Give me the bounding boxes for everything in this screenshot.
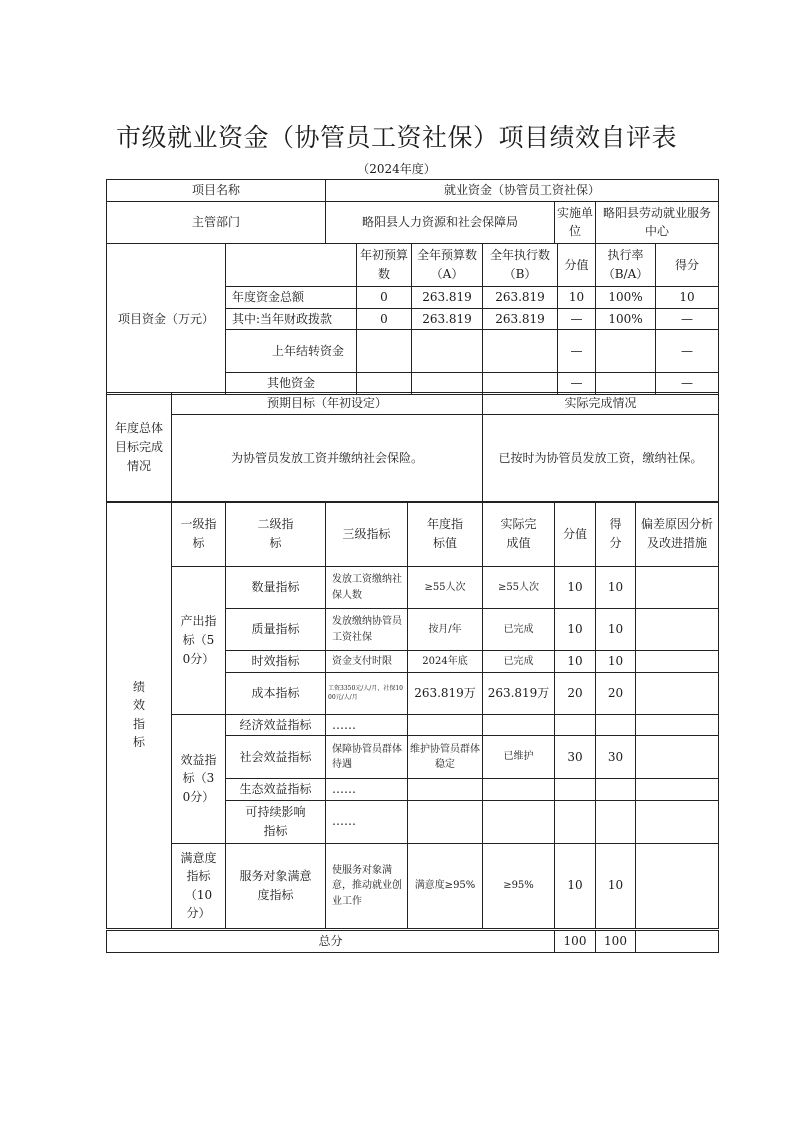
perf-header-level3: 三级指标 bbox=[326, 502, 408, 567]
perf-level3: …… bbox=[326, 779, 408, 801]
perf-header-row bbox=[107, 502, 719, 567]
perf-score-value: 10 bbox=[555, 651, 596, 673]
perf-reason bbox=[636, 843, 719, 928]
perf-target: 263.819万 bbox=[408, 672, 483, 714]
perf-level2: 数量指标 bbox=[226, 567, 326, 609]
funds-header-rate: 执行率（B/A） bbox=[596, 244, 656, 287]
perf-actual: 已完成 bbox=[483, 609, 555, 651]
perf-score-value: 20 bbox=[555, 672, 596, 714]
perf-target: 满意度≥95% bbox=[408, 843, 483, 928]
evaluation-table bbox=[106, 179, 719, 244]
perf-score: 10 bbox=[596, 609, 636, 651]
perf-level3: 发放缴纳协管员工资社保 bbox=[326, 609, 408, 651]
perf-reason bbox=[636, 651, 719, 673]
perf-reason bbox=[636, 779, 719, 801]
perf-score: 20 bbox=[596, 672, 636, 714]
perf-level3: 使服务对象满意，推动就业创业工作 bbox=[326, 843, 408, 928]
perf-actual: 263.819万 bbox=[483, 672, 555, 714]
perf-level3: 保障协管员群体待遇 bbox=[326, 736, 408, 779]
funds-header-executed: 全年执行数（B） bbox=[483, 244, 558, 287]
funds-row-rate: 100% bbox=[596, 308, 656, 330]
perf-output-label: 产出指标（50分） bbox=[172, 567, 226, 715]
perf-reason bbox=[636, 800, 719, 843]
funds-row-executed bbox=[483, 330, 558, 373]
perf-actual bbox=[483, 800, 555, 843]
perf-score: 10 bbox=[596, 651, 636, 673]
impl-value: 略阳县劳动就业服务中心 bbox=[596, 201, 719, 243]
funds-row-name: 上年结转资金 bbox=[226, 330, 357, 373]
funds-row-name: 年度资金总额 bbox=[226, 287, 357, 309]
perf-score bbox=[596, 714, 636, 736]
total-label: 总分 bbox=[107, 931, 555, 953]
perf-level3: …… bbox=[326, 714, 408, 736]
perf-level2: 成本指标 bbox=[226, 672, 326, 714]
perf-target bbox=[408, 714, 483, 736]
perf-header-actual: 实际完成值 bbox=[483, 502, 555, 567]
dept-value: 略阳县人力资源和社会保障局 bbox=[326, 201, 555, 243]
document-title: 市级就业资金（协管员工资社保）项目绩效自评表 bbox=[115, 123, 677, 152]
goals-header-row bbox=[107, 393, 719, 415]
funds-row-rate: 100% bbox=[596, 287, 656, 309]
total-row bbox=[107, 931, 719, 953]
funds-row-executed: 263.819 bbox=[483, 308, 558, 330]
perf-actual: ≥95% bbox=[483, 843, 555, 928]
funds-row-name: 其他资金 bbox=[226, 373, 357, 395]
perf-level2: 时效指标 bbox=[226, 651, 326, 673]
perf-actual: 已维护 bbox=[483, 736, 555, 779]
perf-target: 2024年底 bbox=[408, 651, 483, 673]
funds-header-score: 得分 bbox=[656, 244, 719, 287]
document-year: （2024年度） bbox=[357, 162, 436, 176]
perf-target: ≥55人次 bbox=[408, 567, 483, 609]
funds-row-rate bbox=[596, 330, 656, 373]
funds-header-blank bbox=[226, 244, 357, 287]
funds-row-budget: 263.819 bbox=[412, 308, 483, 330]
perf-level2: 可持续影响指标 bbox=[226, 800, 326, 843]
total-score-value: 100 bbox=[555, 931, 596, 953]
perf-header-reason: 偏差原因分析及改进措施 bbox=[636, 502, 719, 567]
project-name-label: 项目名称 bbox=[107, 180, 326, 202]
performance-table bbox=[106, 501, 719, 929]
perf-target: 按月/年 bbox=[408, 609, 483, 651]
funds-header-row bbox=[107, 244, 719, 287]
goals-table bbox=[106, 392, 719, 503]
funds-row-name: 其中:当年财政拨款 bbox=[226, 308, 357, 330]
perf-benefit-label: 效益指标（30分） bbox=[172, 714, 226, 843]
dept-label: 主管部门 bbox=[107, 201, 326, 243]
perf-reason bbox=[636, 609, 719, 651]
perf-level3: …… bbox=[326, 800, 408, 843]
funds-row-score: — bbox=[656, 330, 719, 373]
perf-reason bbox=[636, 714, 719, 736]
funds-row-score-value: — bbox=[558, 308, 596, 330]
funds-row-initial: 0 bbox=[357, 308, 412, 330]
perf-reason bbox=[636, 567, 719, 609]
perf-header-score-value: 分值 bbox=[555, 502, 596, 567]
funds-row-score-value: 10 bbox=[558, 287, 596, 309]
perf-level2: 质量指标 bbox=[226, 609, 326, 651]
goals-expected-header: 预期目标（年初设定） bbox=[172, 393, 483, 415]
perf-row bbox=[107, 714, 719, 736]
perf-header-level1: 一级指标 bbox=[172, 502, 226, 567]
perf-score-value: 10 bbox=[555, 609, 596, 651]
perf-target bbox=[408, 779, 483, 801]
perf-score: 10 bbox=[596, 567, 636, 609]
perf-actual: 已完成 bbox=[483, 651, 555, 673]
funds-header-initial: 年初预算数 bbox=[357, 244, 412, 287]
total-reason bbox=[636, 931, 719, 953]
perf-row bbox=[107, 843, 719, 928]
goals-expected: 为协管员发放工资并缴纳社会保险。 bbox=[172, 414, 483, 502]
perf-score-value: 30 bbox=[555, 736, 596, 779]
funds-table bbox=[106, 243, 719, 395]
project-name-row bbox=[107, 180, 719, 202]
perf-reason bbox=[636, 736, 719, 779]
perf-score-value bbox=[555, 800, 596, 843]
perf-header-score: 得分 bbox=[596, 502, 636, 567]
perf-target bbox=[408, 800, 483, 843]
funds-label-text: 项目资金（万元） bbox=[117, 311, 214, 326]
perf-score-value: 10 bbox=[555, 567, 596, 609]
perf-score bbox=[596, 779, 636, 801]
funds-row-score: — bbox=[656, 308, 719, 330]
funds-row-budget bbox=[412, 330, 483, 373]
perf-level3: 资金支付时限 bbox=[326, 651, 408, 673]
perf-header-level2: 二级指标 bbox=[226, 502, 326, 567]
dept-row bbox=[107, 201, 719, 243]
funds-row-score-value: — bbox=[558, 373, 596, 395]
perf-level2: 服务对象满意度指标 bbox=[226, 843, 326, 928]
perf-actual: ≥55人次 bbox=[483, 567, 555, 609]
total-score: 100 bbox=[596, 931, 636, 953]
perf-score-value bbox=[555, 779, 596, 801]
perf-level3: 发放工资缴纳社保人数 bbox=[326, 567, 408, 609]
perf-level2: 社会效益指标 bbox=[226, 736, 326, 779]
project-name-value: 就业资金（协管员工资社保） bbox=[326, 180, 719, 202]
perf-row bbox=[107, 567, 719, 609]
funds-row-score-value: — bbox=[558, 330, 596, 373]
perf-score-value bbox=[555, 714, 596, 736]
goals-content-row bbox=[107, 414, 719, 502]
perf-score bbox=[596, 800, 636, 843]
impl-label: 实施单位 bbox=[555, 201, 596, 243]
funds-row-initial bbox=[357, 330, 412, 373]
perf-header-target: 年度指标值 bbox=[408, 502, 483, 567]
perf-satisfaction-label: 满意度指标（10分） bbox=[172, 843, 226, 928]
perf-label: 绩效指标 bbox=[107, 502, 172, 929]
perf-target: 维护协管员群体稳定 bbox=[408, 736, 483, 779]
perf-level3: 工资3350元/人/月，社保1000元/人/月 bbox=[326, 672, 408, 714]
perf-score-value: 10 bbox=[555, 843, 596, 928]
funds-header-budget: 全年预算数（A） bbox=[412, 244, 483, 287]
perf-score: 30 bbox=[596, 736, 636, 779]
perf-actual bbox=[483, 714, 555, 736]
perf-score: 10 bbox=[596, 843, 636, 928]
goals-actual-header: 实际完成情况 bbox=[483, 393, 719, 415]
goals-actual: 已按时为协管员发放工资，缴纳社保。 bbox=[483, 414, 719, 502]
funds-row-score: 10 bbox=[656, 287, 719, 309]
perf-reason bbox=[636, 672, 719, 714]
funds-row-initial: 0 bbox=[357, 287, 412, 309]
funds-row-score: — bbox=[656, 373, 719, 395]
funds-label bbox=[107, 244, 226, 395]
funds-row-budget: 263.819 bbox=[412, 287, 483, 309]
perf-level2: 生态效益指标 bbox=[226, 779, 326, 801]
goals-label: 年度总体目标完成情况 bbox=[107, 393, 172, 503]
perf-actual bbox=[483, 779, 555, 801]
funds-header-score-value: 分值 bbox=[558, 244, 596, 287]
funds-row-executed: 263.819 bbox=[483, 287, 558, 309]
total-table bbox=[106, 930, 719, 953]
perf-level2: 经济效益指标 bbox=[226, 714, 326, 736]
